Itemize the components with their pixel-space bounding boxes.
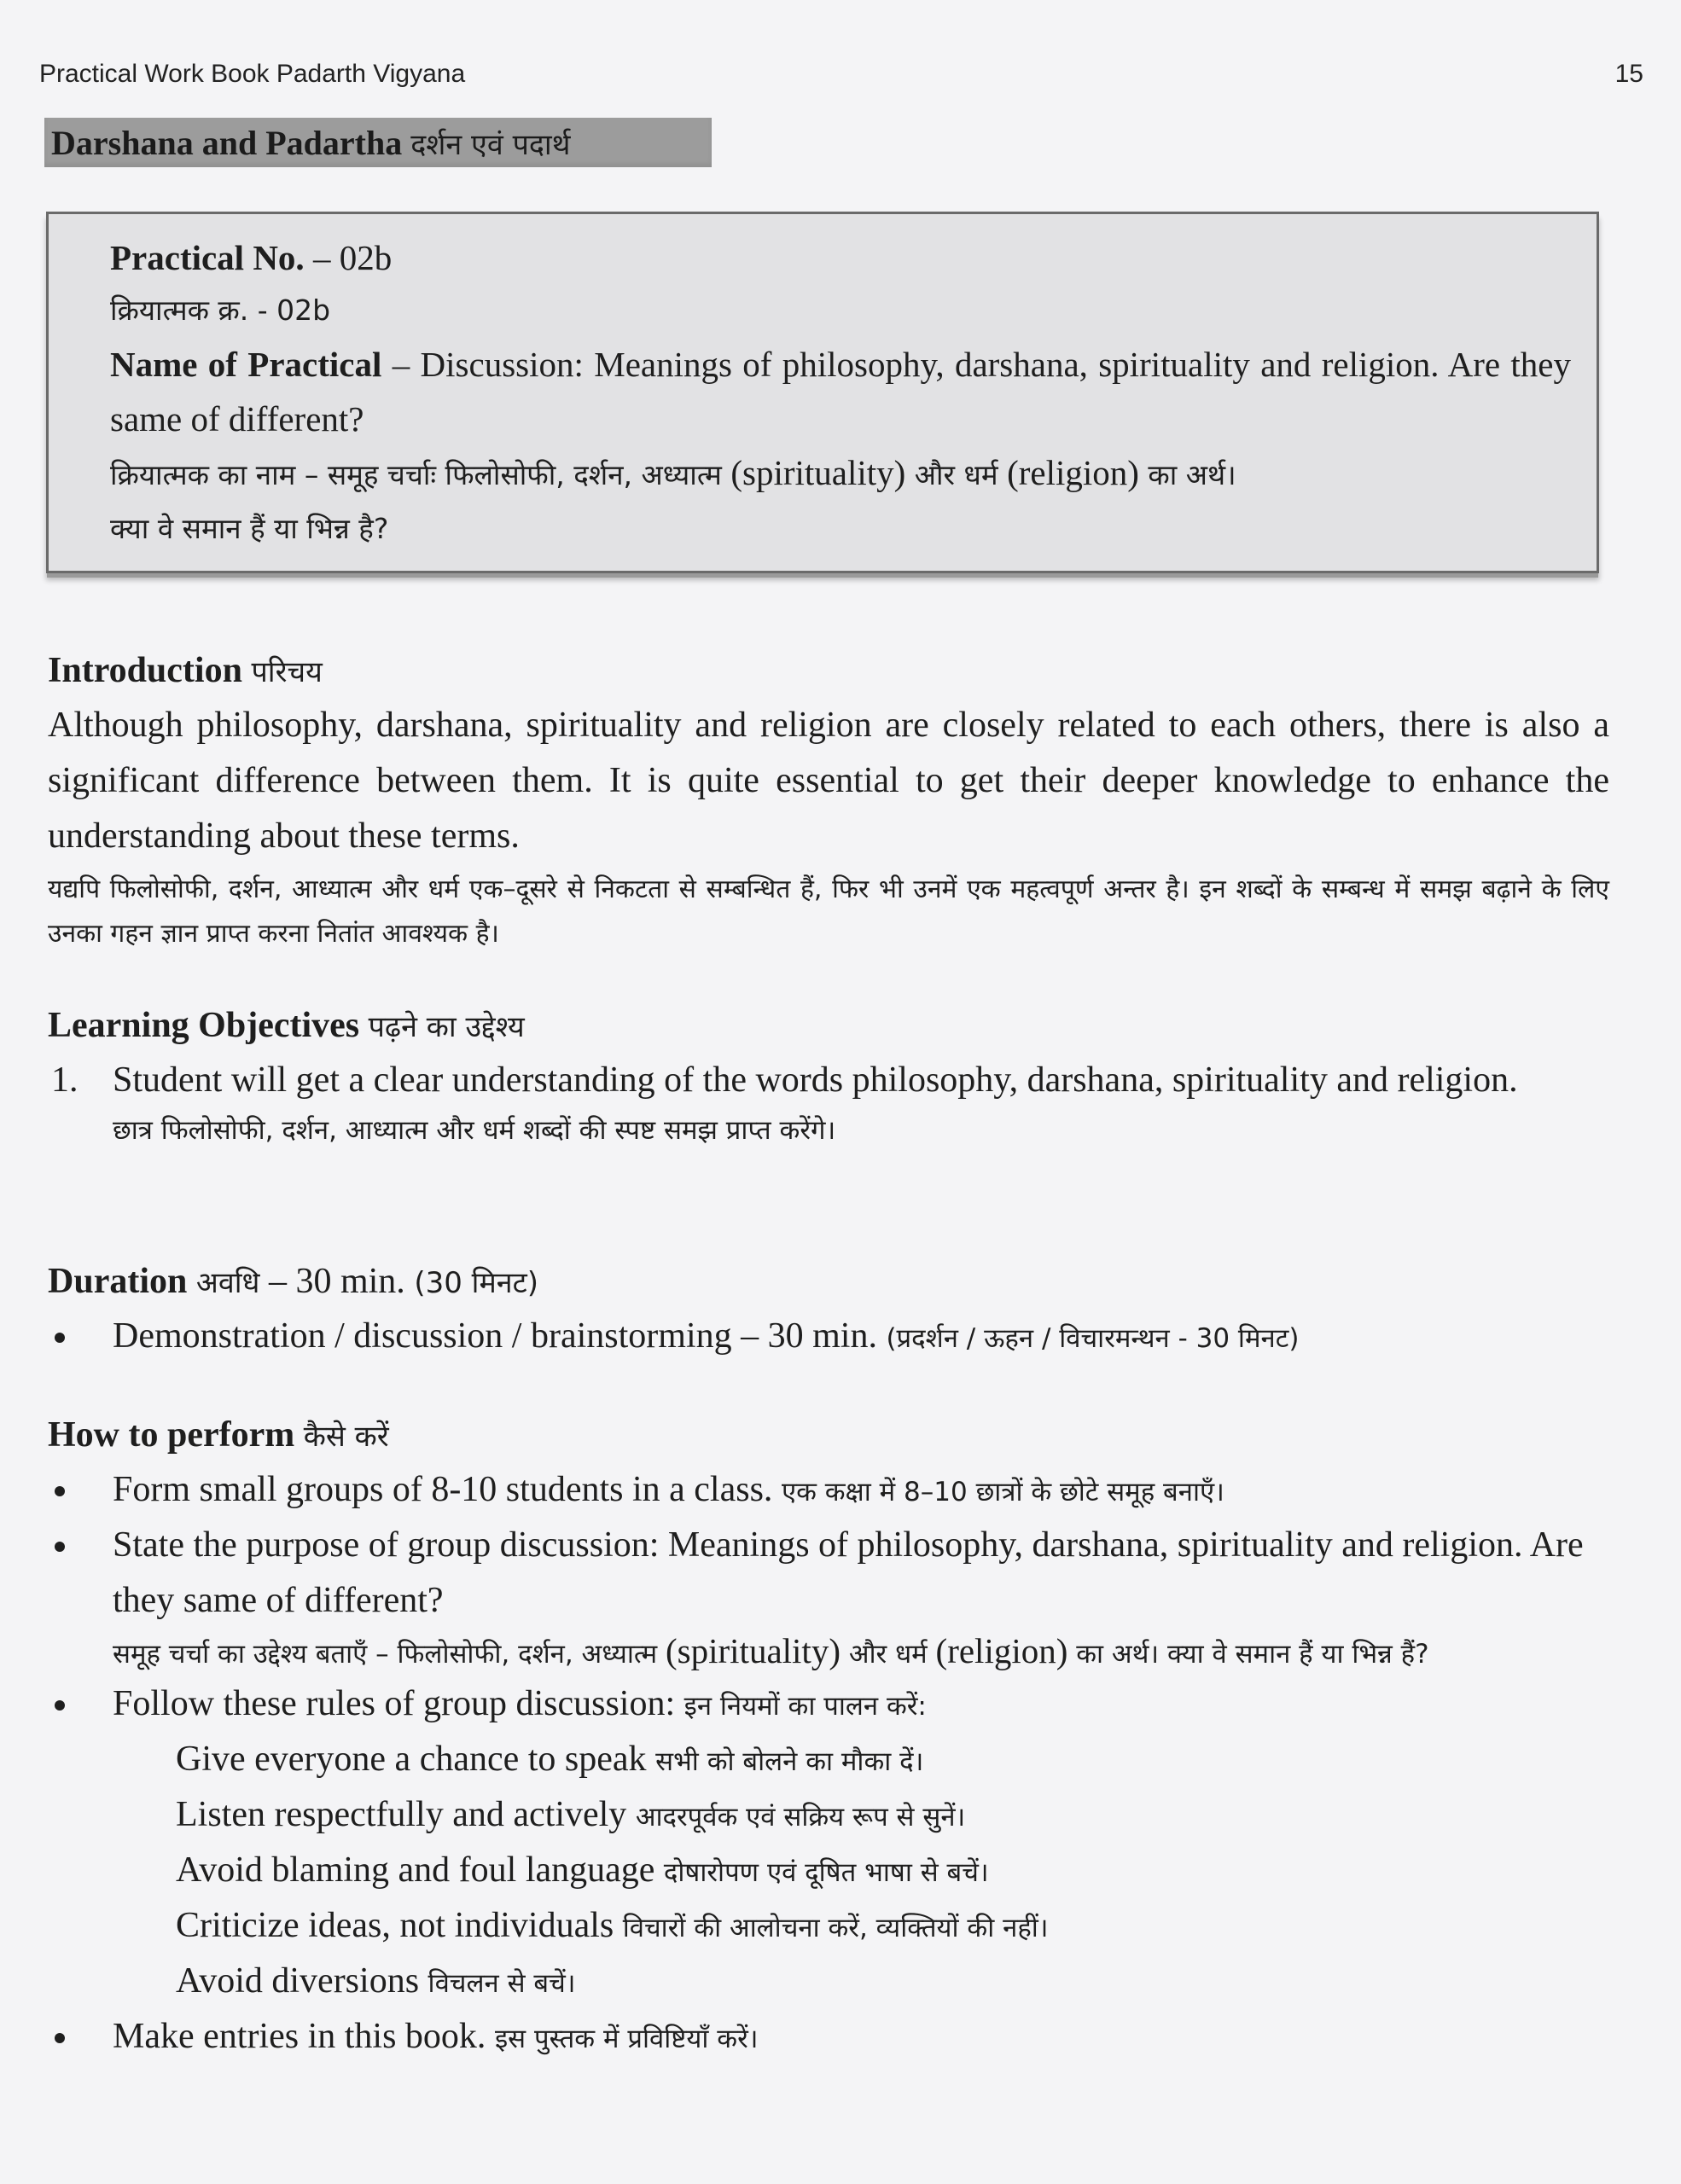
rule-text-en: Avoid blaming and foul language — [176, 1850, 664, 1890]
learning-objectives-heading — [48, 1000, 1609, 1053]
duration-item-en: Demonstration / discussion / brainstorming – 30 min. — [113, 1316, 887, 1356]
purpose-hi-en2: (religion) — [935, 1631, 1068, 1670]
perform-step-purpose — [48, 1518, 1609, 1676]
rule-text-hi: विचारों की आलोचना करें, व्यक्तियों की नहीं। — [622, 1913, 1049, 1943]
practical-name-hi-part3: का अर्थ। — [1138, 458, 1236, 491]
running-title: Practical Work Book Padarth Vigyana — [39, 60, 466, 88]
practical-name-hi-part1: क्रियात्मक का नाम – समूह चर्चाः फिलोसोफी, दर्शन, अध्यात्म — [110, 458, 731, 491]
perform-step-entries — [48, 2009, 1609, 2065]
introduction-text-en: Although philosophy, darshana, spirituality and religion are closely related to each others, there is also a significant difference between them. It is quite essential to get their deeper knowledge to enhance the understanding about these terms. — [48, 706, 1609, 856]
perform-step-entries-hi: इस पुस्तक में प्रविष्टियाँ करें। — [494, 2024, 759, 2054]
rule-text-en: Criticize ideas, not individuals — [176, 1906, 623, 1945]
objective-marker: 1. — [51, 1060, 79, 1100]
bullet-icon — [55, 2033, 65, 2043]
how-to-perform-heading-hi: कैसे करें — [303, 1420, 389, 1454]
chapter-title-hi: दर्शन एवं पदार्थ — [410, 128, 571, 162]
rule-text-hi: विचलन से बचें। — [428, 1968, 576, 1999]
rule-text-hi: सभी को बोलने का मौका दें। — [655, 1746, 924, 1777]
practical-name-hi-part2: और धर्म — [905, 458, 1008, 491]
bullet-icon — [55, 1542, 65, 1552]
duration-item-hi: (प्रदर्शन / ऊहन / विचारमन्थन - 30 मिनट) — [886, 1323, 1300, 1354]
duration-heading-en: Duration — [48, 1262, 188, 1301]
rule-text-hi: आदरपूर्वक एवं सक्रिय रूप से सुनें। — [635, 1802, 966, 1833]
introduction-text-hi: यद्यपि फिलोसोफी, दर्शन, आध्यात्म और धर्म एक–दूसरे से निकटता से सम्बन्धित हैं, फिर भी उनमें एक महत्वपूर्ण अन्तर है। इन शब्दों के सम्बन्ध में समझ बढ़ाने के लिए उनका गहन ज्ञान प्राप्त करना नितांत आवश्यक है। — [48, 874, 1609, 949]
rule-text-hi: दोषारोपण एवं दूषित भाषा से बचें। — [663, 1857, 989, 1888]
perform-step-groups-en: Form small groups of 8-10 students in a class. — [113, 1470, 782, 1509]
rule-item — [48, 1898, 1609, 1954]
running-head — [39, 60, 1643, 89]
practical-name-hi-en2: (religion) — [1007, 453, 1139, 492]
duration-heading-hi: अवधि — [195, 1266, 260, 1300]
how-to-perform-section — [48, 1409, 1609, 2065]
rule-item — [48, 1787, 1609, 1843]
perform-step-rules-hi: इन नियमों का पालन करें: — [683, 1691, 927, 1722]
practical-name-hi-question: क्या वे समान हैं या भिन्न है? — [110, 512, 389, 545]
practical-number-value: – 02b — [304, 238, 393, 277]
practical-name-hi — [110, 446, 1571, 502]
bullet-icon — [55, 1486, 65, 1496]
introduction-section — [48, 645, 1609, 956]
purpose-hi-en1: (spirituality) — [666, 1631, 840, 1670]
duration-heading — [48, 1256, 1609, 1309]
page-number: 15 — [1614, 60, 1643, 88]
practical-name-text: – Discussion: Meanings of philosophy, darshana, spirituality and religion. Are they same of different? — [110, 345, 1572, 439]
introduction-heading-en: Introduction — [48, 651, 242, 690]
perform-step-purpose-en: State the purpose of group discussion: Meanings of philosophy, darshana, spirituality and religion. Are they same of different? — [113, 1525, 1584, 1620]
practical-info-box — [46, 212, 1599, 573]
practical-number-label: Practical No. — [110, 238, 305, 277]
rule-item — [48, 1843, 1609, 1898]
introduction-heading — [48, 645, 1609, 698]
perform-step-rules — [48, 1676, 1609, 1732]
perform-step-rules-en: Follow these rules of group discussion: — [113, 1684, 684, 1723]
objective-text-en: Student will get a clear understanding of the words philosophy, darshana, spirituality and religion. — [113, 1060, 1518, 1100]
learning-objectives-heading-hi: पढ़ने का उद्देश्य — [368, 1010, 525, 1044]
practical-number-hi: क्रियात्मक क्र. - 02b — [110, 293, 331, 327]
purpose-hi-part1: समूह चर्चा का उद्देश्य बताएँ – फिलोसोफी, दर्शन, अध्यात्म — [113, 1639, 666, 1670]
bullet-icon — [55, 1700, 65, 1711]
practical-number — [110, 231, 1571, 284]
practical-name-hi-en1: (spirituality) — [730, 453, 906, 492]
practical-name-label: Name of Practical — [110, 345, 382, 384]
rule-item — [48, 1732, 1609, 1787]
introduction-heading-hi: परिचय — [251, 655, 323, 689]
bullet-icon — [55, 1333, 65, 1343]
learning-objectives-heading-en: Learning Objectives — [48, 1006, 360, 1045]
how-to-perform-heading — [48, 1409, 1609, 1462]
duration-item — [48, 1309, 1609, 1364]
chapter-title-en: Darshana and Padartha — [51, 124, 403, 162]
chapter-title-band — [44, 118, 712, 167]
perform-step-entries-en: Make entries in this book. — [113, 2017, 495, 2056]
rule-item — [48, 1954, 1609, 2009]
duration-value-en: – 30 min. — [259, 1262, 415, 1301]
perform-step-groups — [48, 1462, 1609, 1518]
chapter-title — [51, 123, 570, 163]
how-to-perform-heading-en: How to perform — [48, 1415, 295, 1455]
perform-step-groups-hi: एक कक्षा में 8–10 छात्रों के छोटे समूह बनाएँ। — [781, 1477, 1224, 1507]
duration-value-hi: (30 मिनट) — [414, 1266, 539, 1300]
duration-section — [48, 1256, 1609, 1364]
objective-text-hi: छात्र फिलोसोफी, दर्शन, आध्यात्म और धर्म शब्दों की स्पष्ट समझ प्राप्त करेंगे। — [113, 1115, 836, 1146]
purpose-hi-part3: का अर्थ। क्या वे समान हैं या भिन्न हैं? — [1067, 1639, 1429, 1670]
rule-text-en: Listen respectfully and actively — [176, 1795, 636, 1834]
objective-item — [48, 1053, 1609, 1153]
rule-text-en: Give everyone a chance to speak — [176, 1740, 656, 1779]
purpose-hi-part2: और धर्म — [840, 1639, 936, 1670]
rule-text-en: Avoid diversions — [176, 1961, 428, 2001]
practical-name — [110, 337, 1571, 446]
perform-step-purpose-hi — [113, 1629, 1609, 1676]
learning-objectives-section — [48, 1000, 1609, 1153]
